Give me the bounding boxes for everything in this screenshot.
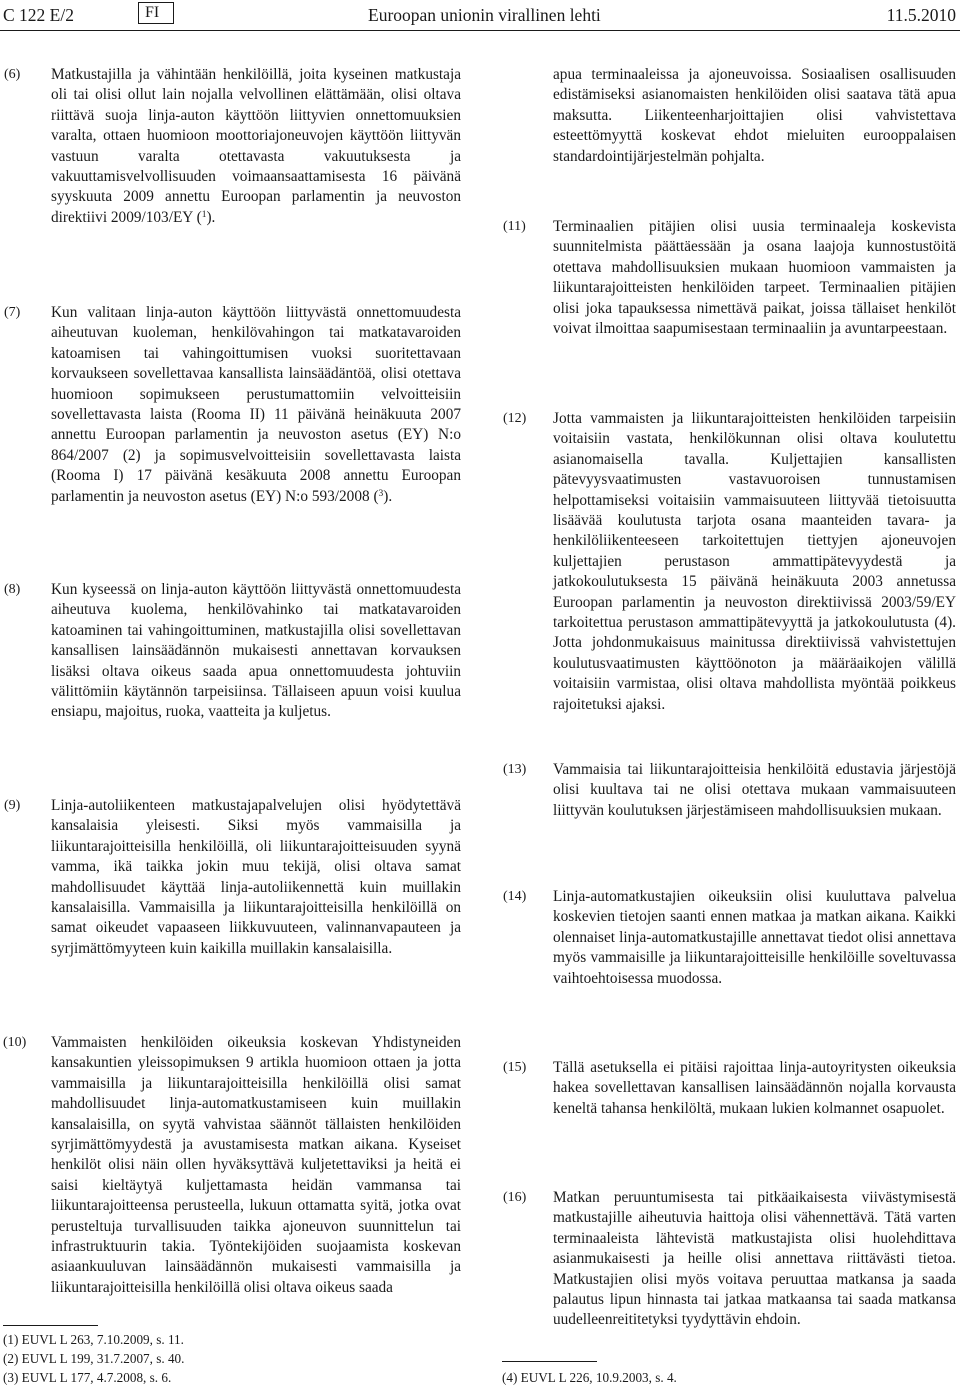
recital-number: (12)	[503, 411, 527, 426]
recital-text: Linja-automatkustajien oikeuksiin olisi kuuluttava palvelua koskevien tietojen saanti ennen matkaa ja matkan aikana. Kaikki olennaiset linja-automatkustajille annettavat tiedot olisi annettava myös vammaisille ja liikuntarajoitteisille henkilöille soveltuvassa vaihtoehtoisessa muodossa.	[553, 888, 956, 987]
footnote-1: (1) EUVL L 263, 7.10.2009, s. 11.	[3, 1332, 184, 1347]
issue-date: 11.5.2010	[886, 5, 956, 25]
recital-text: Matkan peruuntumisesta tai pitkäaikaisesta viivästymisestä matkustajille aiheutuvia haittoja olisi vähennettävä. Tätä varten terminaaleista lähtevistä matkustajista olisi huolehdittava asianmukaisesti ja heille olisi annettava riittävästi tietoa. Matkustajien olisi myös voitava peruuttaa matkansa ja saada palautus lipun hinnasta tai jatkaa matkaansa tai saada matkansa uudelleenreititetyksi tyydyttävin ehdoin.	[553, 1189, 956, 1329]
recital-text: Tällä asetuksella ei pitäisi rajoittaa linja-autoyritysten oikeuksia hakea sovellettavan kansallisen lainsäädännön nojalla korvausta keneltä tahansa henkilöltä, mukaan lukien kolmannet osapuolet.	[553, 1059, 956, 1117]
recital-text: Matkustajilla ja vähintään henkilöillä, joita kyseinen matkustaja oli tai olisi ollut lain nojalla velvollinen elättämään, olisi oltava riittävä suoja linja-auton käyttöön liittyvien onnettomuuksien varalta, ottaen huomioon moottoriajoneuvojen käyttöön liittyvän vastuun varalta otettavasta vakuutuksesta ja vakuuttamisvelvollisuuden voimaansaattamisesta 16 päivänä syyskuuta 2009 annettu Euroopan parlamentin ja neuvoston direktiivi 2009/103/EY ($^1$).	[51, 66, 461, 226]
header-rule	[0, 30, 960, 31]
recital-number: (14)	[503, 889, 527, 904]
recital-text: Vammaisia tai liikuntarajoitteisia henkilöitä edustavia järjestöjä olisi kuultava tai ne olisi otettava mukaan vammaisuuteen liittyvän koulutuksen järjestämiseen mahdollisuuksien mukaan.	[553, 761, 956, 819]
footnote-2: (2) EUVL L 199, 31.7.2007, s. 40.	[3, 1351, 185, 1366]
recital-number: (16)	[503, 1190, 527, 1205]
recital-number: (7)	[4, 305, 21, 320]
recital-text: apua terminaaleissa ja ajoneuvoissa. Sosiaalisen osallisuuden edistämiseksi asianomaisten henkilöiden olisi saatava tätä apua maksutta. Liikenteenharjoittajien olisi vahvistettava esteettömyyttä koskevat ehdot mieluiten eurooppalaisen standardointijärjestelmän pohjalta.	[553, 66, 956, 165]
footnote-rule	[502, 1361, 597, 1362]
recital-6	[0, 65, 470, 228]
recital-12	[498, 409, 960, 715]
footnote-4: (4) EUVL L 226, 10.9.2003, s. 4.	[502, 1370, 677, 1385]
recital-number: (10)	[3, 1035, 27, 1050]
page-header	[0, 0, 960, 30]
recital-number: (11)	[503, 219, 526, 234]
journal-title: Euroopan unionin virallinen lehti	[368, 5, 601, 25]
recital-14	[498, 887, 960, 989]
recital-8	[0, 580, 470, 723]
recital-9	[0, 796, 470, 959]
language-box: FI	[138, 2, 174, 24]
recital-number: (9)	[4, 798, 21, 813]
journal-code: C 122 E/2	[3, 5, 74, 25]
recital-number: (15)	[503, 1060, 527, 1075]
recital-text: Kun valitaan linja-auton käyttöön liittyvästä onnettomuudesta aiheutuvan kuoleman, henkilövahingon tai matkatavaroiden katoamisen tai vahingoittumisen vuoksi suoritettavaan korvaukseen sovellettavaa kansallista lainsäädäntöä, olisi otettava huomioon sopimukseen perustumattomiin velvoitteisiin sovellettavasta laista (Rooma II) 11 päivänä heinäkuuta 2007 annettu Euroopan parlamentin ja neuvoston asetus (EY) N:o 864/2007 (2) ja sopimusvelvoitteisiin sovellettavasta laista (Rooma I) 17 päivänä kesäkuuta 2008 annettu Euroopan parlamentin ja neuvoston asetus (EY) N:o 593/2008 ($^3$).	[51, 304, 461, 505]
recital-text: Kun kyseessä on linja-auton käyttöön liittyvästä onnettomuudesta aiheutuva kuolema, henkilövahinko tai matkatavaroiden katoaminen tai vahingoittuminen, matkustajilla olisi sovellettavan kansallisen lainsäädännön mukaisesti annettavan korvauksen lisäksi oltava oikeus saada apua onnettomuudesta johtuviin välittömiin käytännön tarpeisiinsa. Tällaiseen apuun voisi kuulua ensiapu, majoitus, ruoka, vaatteita ja kuljetus.	[51, 581, 461, 721]
recital-11	[498, 217, 960, 339]
recital-number: (13)	[503, 762, 527, 777]
recital-16	[498, 1188, 960, 1331]
recital-text: Terminaalien pitäjien olisi uusia terminaaleja koskevista suunnitelmista päättäessään ja osana laajoja kunnostustöitä otettava mahdollisuuksien mukaan huomioon vammaisten ja liikuntarajoitteisten henkilöiden tarpeet. Terminaalien pitäjien olisi joka tapauksessa nimettävä paikat, joissa tällaiset henkilöt voivat ilmoittaa saapumisestaan terminaaliin ja avuntarpeestaan.	[553, 218, 956, 338]
recital-10	[0, 1033, 470, 1298]
recital-7	[0, 303, 470, 507]
recital-text: Linja-autoliikenteen matkustajapalvelujen olisi hyödytettävä kansalaisia yleisesti. Siksi myös vammaisilla ja liikuntarajoitteisilla henkilöillä, oli liikuntarajoitteisuuden syynä vamma, ikä taikka jokin muu tekijä, olisi oltava samat mahdollisuudet käyttää linja-autoliikennettä kuin muillakin kansalaisilla. Vammaisilla ja liikuntarajoitteisilla henkilöillä on samat oikeudet vapaaseen liikkuvuuteen, valinnanvapauteen ja syrjimättömyyteen kuin kaikilla muillakin kansalaisilla.	[51, 797, 461, 957]
recital-text: Jotta vammaisten ja liikuntarajoitteisten henkilöiden tarpeisiin voitaisiin vastata, henkilökunnan olisi oltava koulutettu asianomaisella tavalla. Kuljettajien kansallisten pätevyysvaatimusten vastavuoroisen tunnustamisen helpottamiseksi voitaisiin vammaisuuteen liittyvää tietoisuutta lisäävää koulutusta tarjota osana maanteiden tavara- ja henkilöliikenteeseen tarkoitettujen tiettyjen ajoneuvojen kuljettajien perustason ammattipätevyydestä ja jatkokoulutuksesta 15 päivänä heinäkuuta 2003 annetussa Euroopan parlamentin ja neuvoston direktiivissä 2003/59/EY tarkoitettua perustason ammattipätevyyttä ja jatkokoulutusta (4). Jotta johdonmukaisuus mainitussa direktiivissä vahvistettujen koulutusvaatimusten käyttöönoton ja määräaikojen välillä voitaisiin varmistaa, olisi oltava mahdollista myöntää poikkeus rajoitetuksi ajaksi.	[553, 410, 956, 713]
footnote-3: (3) EUVL L 177, 4.7.2008, s. 6.	[3, 1370, 172, 1385]
footnote-rule	[3, 1325, 98, 1326]
recital-10-continued	[498, 65, 960, 167]
recital-number: (8)	[4, 582, 21, 597]
recital-13	[498, 760, 960, 821]
recital-text: Vammaisten henkilöiden oikeuksia koskevan Yhdistyneiden kansakuntien yleissopimuksen 9 artikla huomioon ottaen ja jotta vammaisilla ja liikuntarajoitteisilla henkilöillä olisi samat mahdollisuudet linja-automatkustamiseen kuin muillakin kansalaisilla, on syytä vahvistaa säännöt tällaisten henkilöiden syrjimättömyydestä ja avustamisesta matkan aikana. Kyseiset henkilöt olisi näin ollen hyväksyttävä kuljetettaviksi ja heitä ei saisi kieltäytyä kuljettamasta heidän vammansa tai liikuntarajoitteensa perusteella, lukuun ottamatta syitä, jotka ovat perusteltuja turvallisuuden taikka ajoneuvon suunnittelun tai infrastruktuurin takia. Työntekijöiden suojaamista koskevan asiaankuuluvan lainsäädännön mukaisesti vammaisilla ja liikuntarajoitteisilla henkilöillä olisi oltava oikeus saada	[51, 1034, 461, 1296]
recital-number: (6)	[4, 67, 21, 82]
recital-15	[498, 1058, 960, 1119]
